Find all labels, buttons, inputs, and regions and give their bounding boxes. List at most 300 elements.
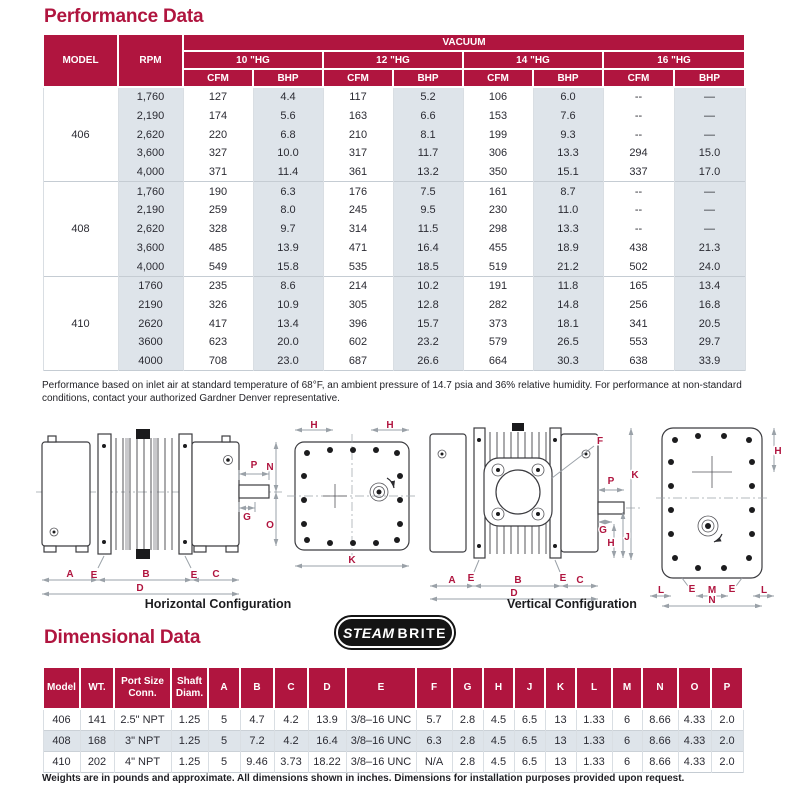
model-group-408 xyxy=(43,182,745,276)
dim-label-l: L xyxy=(657,585,665,596)
table-cell: 3,600 xyxy=(118,239,183,258)
dim-label-p: P xyxy=(250,460,258,471)
bhp-header: BHP xyxy=(393,69,463,87)
table-cell: 11.4 xyxy=(253,163,323,182)
table-cell: 13.3 xyxy=(533,220,603,239)
table-cell: 5.2 xyxy=(393,87,463,107)
table-cell: 15.0 xyxy=(674,144,745,163)
dim-label-b: B xyxy=(514,575,522,586)
table-cell: 16.4 xyxy=(308,731,346,752)
table-cell: 14.8 xyxy=(533,296,603,315)
performance-footnote: Performance based on inlet air at standard temperature of 68°F, an ambient pressure of 14.7 psia and 36% relative humidity. For performance at non-standard conditions, contact your authorized Gardner Denver representative. xyxy=(42,380,742,404)
table-cell: 15.8 xyxy=(253,257,323,276)
table-cell: 18.5 xyxy=(393,257,463,276)
table-cell: 6 xyxy=(612,709,642,731)
table-cell: -- xyxy=(603,201,674,220)
dim-label-o: O xyxy=(266,520,274,531)
dim-label-a: A xyxy=(448,575,456,586)
table-cell: 10.0 xyxy=(253,144,323,163)
header-cell: A xyxy=(208,667,240,709)
table-cell: 417 xyxy=(183,314,253,333)
table-cell: 21.2 xyxy=(533,257,603,276)
dim-label-e: E xyxy=(467,573,475,584)
dim-label-d: D xyxy=(136,583,144,594)
table-cell: 579 xyxy=(463,333,533,352)
table-cell: 15.7 xyxy=(393,314,463,333)
model-group-410 xyxy=(43,276,745,370)
table-cell: 5 xyxy=(208,731,240,752)
table-cell: 141 xyxy=(80,709,114,731)
dim-label-a: A xyxy=(66,569,74,580)
table-cell: 410 xyxy=(43,752,80,773)
table-cell: 328 xyxy=(183,220,253,239)
table-cell: 13.9 xyxy=(308,709,346,731)
table-cell: 1.33 xyxy=(576,731,612,752)
table-cell: 502 xyxy=(603,257,674,276)
table-cell: 23.0 xyxy=(253,352,323,371)
dim-label-h: H xyxy=(386,420,394,431)
dim-label-e: E xyxy=(688,584,696,595)
header-cell: Port Size Conn. xyxy=(114,667,171,709)
table-cell: 176 xyxy=(323,182,393,201)
table-cell: 326 xyxy=(183,296,253,315)
table-cell: 455 xyxy=(463,239,533,258)
table-row xyxy=(43,125,745,144)
table-cell: 8.6 xyxy=(253,276,323,295)
table-cell: 8.7 xyxy=(533,182,603,201)
table-row xyxy=(43,296,745,315)
dimensional-table-header xyxy=(43,667,743,709)
table-cell: 2,190 xyxy=(118,201,183,220)
table-cell: 106 xyxy=(463,87,533,107)
table-row xyxy=(43,352,745,371)
horizontal-configuration-caption: Horizontal Configuration xyxy=(144,597,292,611)
table-cell: 18.9 xyxy=(533,239,603,258)
dim-label-e: E xyxy=(190,570,198,581)
table-cell: 202 xyxy=(80,752,114,773)
vertical-configuration-caption: Vertical Configuration xyxy=(507,597,637,611)
table-cell: 13 xyxy=(545,752,576,773)
table-cell: 485 xyxy=(183,239,253,258)
table-cell: — xyxy=(674,220,745,239)
pressure-header: 16 "HG xyxy=(603,51,745,69)
vertical-side-view-diagram xyxy=(426,420,641,605)
table-cell: 11.5 xyxy=(393,220,463,239)
table-cell: 18.1 xyxy=(533,314,603,333)
header-cell: E xyxy=(346,667,416,709)
table-cell: 553 xyxy=(603,333,674,352)
rpm-header: RPM xyxy=(118,34,183,87)
table-cell: 4.2 xyxy=(274,731,308,752)
table-cell: 8.66 xyxy=(642,752,678,773)
table-cell: 9.46 xyxy=(240,752,274,773)
vacuum-header: VACUUM xyxy=(183,34,745,51)
table-cell: 4.5 xyxy=(483,731,514,752)
table-cell: 11.8 xyxy=(533,276,603,295)
table-cell: 8.66 xyxy=(642,709,678,731)
table-cell: 687 xyxy=(323,352,393,371)
table-cell: 23.2 xyxy=(393,333,463,352)
table-cell: 298 xyxy=(463,220,533,239)
table-cell: 4,000 xyxy=(118,257,183,276)
table-cell: 282 xyxy=(463,296,533,315)
table-cell: 7.6 xyxy=(533,107,603,126)
steambrite-logo xyxy=(334,615,456,650)
table-cell: 2.8 xyxy=(452,731,483,752)
table-cell: 190 xyxy=(183,182,253,201)
table-cell: 5.6 xyxy=(253,107,323,126)
model-header: MODEL xyxy=(43,34,118,87)
header-cell: M xyxy=(612,667,642,709)
table-cell: 7.5 xyxy=(393,182,463,201)
table-cell: 1.25 xyxy=(171,752,208,773)
dim-label-h: H xyxy=(607,538,615,549)
table-cell: 161 xyxy=(463,182,533,201)
pressure-header: 10 "HG xyxy=(183,51,323,69)
dim-label-l: L xyxy=(760,585,768,596)
table-cell: 11.0 xyxy=(533,201,603,220)
table-cell: 26.5 xyxy=(533,333,603,352)
header-cell: F xyxy=(416,667,452,709)
table-row xyxy=(43,314,745,333)
table-cell: 6 xyxy=(612,731,642,752)
table-cell: 2,190 xyxy=(118,107,183,126)
table-row xyxy=(43,163,745,182)
table-cell: 235 xyxy=(183,276,253,295)
table-cell: 6.6 xyxy=(393,107,463,126)
table-cell: 214 xyxy=(323,276,393,295)
table-cell: 2.8 xyxy=(452,752,483,773)
dim-label-j: J xyxy=(624,532,630,543)
table-cell: 259 xyxy=(183,201,253,220)
table-cell: 6.5 xyxy=(514,731,545,752)
table-cell: 4.2 xyxy=(274,709,308,731)
table-row xyxy=(43,333,745,352)
table-cell: 305 xyxy=(323,296,393,315)
dim-label-d: D xyxy=(510,588,518,599)
table-cell: 4.5 xyxy=(483,709,514,731)
table-cell: 306 xyxy=(463,144,533,163)
table-cell: 4.4 xyxy=(253,87,323,107)
model-group-406 xyxy=(43,87,745,182)
table-cell: 13.3 xyxy=(533,144,603,163)
table-cell: 471 xyxy=(323,239,393,258)
table-cell: 13.9 xyxy=(253,239,323,258)
table-cell: 165 xyxy=(603,276,674,295)
table-cell: 3/8–16 UNC xyxy=(346,709,416,731)
table-cell: 317 xyxy=(323,144,393,163)
header-cell: K xyxy=(545,667,576,709)
dim-label-h: H xyxy=(774,446,782,457)
table-cell: 2.5" NPT xyxy=(114,709,171,731)
table-row xyxy=(43,257,745,276)
header-cell: L xyxy=(576,667,612,709)
table-cell: 708 xyxy=(183,352,253,371)
table-row xyxy=(43,667,743,709)
table-cell: 16.8 xyxy=(674,296,745,315)
performance-table xyxy=(42,33,746,371)
table-cell: 168 xyxy=(80,731,114,752)
table-cell: N/A xyxy=(416,752,452,773)
logo-brite-text: BRITE xyxy=(397,624,447,641)
table-cell: 6.3 xyxy=(416,731,452,752)
table-cell: 20.0 xyxy=(253,333,323,352)
table-row xyxy=(43,182,745,201)
table-cell: 5 xyxy=(208,752,240,773)
table-cell: 17.0 xyxy=(674,163,745,182)
table-row xyxy=(43,276,745,295)
dim-label-h: H xyxy=(310,420,318,431)
table-cell: 12.8 xyxy=(393,296,463,315)
dim-label-k: K xyxy=(631,470,639,481)
table-cell: -- xyxy=(603,107,674,126)
table-cell: — xyxy=(674,107,745,126)
table-cell: 13 xyxy=(545,731,576,752)
table-cell: 1,760 xyxy=(118,87,183,107)
dim-label-e: E xyxy=(90,570,98,581)
table-cell: 1.33 xyxy=(576,709,612,731)
table-cell: 3/8–16 UNC xyxy=(346,752,416,773)
dim-label-g: G xyxy=(243,512,251,523)
table-cell: 535 xyxy=(323,257,393,276)
table-cell: 29.7 xyxy=(674,333,745,352)
table-row xyxy=(43,752,743,773)
table-cell: 2190 xyxy=(118,296,183,315)
table-cell: 6.8 xyxy=(253,125,323,144)
dimensional-table xyxy=(42,666,744,773)
table-cell: 10.2 xyxy=(393,276,463,295)
header-cell: G xyxy=(452,667,483,709)
table-cell: 6.5 xyxy=(514,752,545,773)
header-cell: J xyxy=(514,667,545,709)
table-cell: 5.7 xyxy=(416,709,452,731)
horizontal-side-view-diagram xyxy=(36,420,286,598)
table-cell: 11.7 xyxy=(393,144,463,163)
table-cell: 1.33 xyxy=(576,752,612,773)
table-cell: — xyxy=(674,125,745,144)
pressure-header: 12 "HG xyxy=(323,51,463,69)
table-cell: 1760 xyxy=(118,276,183,295)
table-cell: -- xyxy=(603,220,674,239)
table-cell: 20.5 xyxy=(674,314,745,333)
table-cell: 9.7 xyxy=(253,220,323,239)
pressure-header: 14 "HG xyxy=(463,51,603,69)
table-cell: 2.8 xyxy=(452,709,483,731)
table-row xyxy=(43,201,745,220)
table-cell: 8.1 xyxy=(393,125,463,144)
table-cell: 4.33 xyxy=(678,731,711,752)
table-row xyxy=(43,239,745,258)
model-cell: 408 xyxy=(43,182,118,276)
table-cell: 4.33 xyxy=(678,709,711,731)
logo-frame xyxy=(334,615,456,650)
table-cell: 3.73 xyxy=(274,752,308,773)
table-row xyxy=(43,731,743,752)
table-cell: 2,620 xyxy=(118,220,183,239)
performance-data-title: Performance Data xyxy=(44,6,204,27)
header-cell: D xyxy=(308,667,346,709)
dim-label-p: P xyxy=(607,476,615,487)
table-cell: 15.1 xyxy=(533,163,603,182)
table-cell: 1.25 xyxy=(171,709,208,731)
table-cell: 18.22 xyxy=(308,752,346,773)
table-cell: 6.0 xyxy=(533,87,603,107)
header-cell: B xyxy=(240,667,274,709)
table-cell: 327 xyxy=(183,144,253,163)
table-cell: 2.0 xyxy=(711,731,743,752)
table-cell: 9.3 xyxy=(533,125,603,144)
table-cell: 373 xyxy=(463,314,533,333)
table-cell: 623 xyxy=(183,333,253,352)
table-row xyxy=(43,107,745,126)
table-cell: 199 xyxy=(463,125,533,144)
table-row xyxy=(43,144,745,163)
dim-label-n: N xyxy=(266,462,274,473)
table-cell: 350 xyxy=(463,163,533,182)
table-cell: 8.66 xyxy=(642,731,678,752)
table-cell: 438 xyxy=(603,239,674,258)
table-cell: 3,600 xyxy=(118,144,183,163)
cfm-header: CFM xyxy=(183,69,253,87)
dimensional-footnote: Weights are in pounds and approximate. All dimensions shown in inches. Dimensions for installation purposes provided upon request. xyxy=(42,773,685,784)
table-cell: 2620 xyxy=(118,314,183,333)
table-cell: 230 xyxy=(463,201,533,220)
table-cell: 30.3 xyxy=(533,352,603,371)
dim-label-m: M xyxy=(707,585,717,596)
table-cell: 2,620 xyxy=(118,125,183,144)
header-cell: N xyxy=(642,667,678,709)
table-cell: 4.33 xyxy=(678,752,711,773)
table-cell: 5 xyxy=(208,709,240,731)
table-cell: 13.4 xyxy=(674,276,745,295)
table-cell: 6.5 xyxy=(514,709,545,731)
table-cell: 191 xyxy=(463,276,533,295)
bhp-header: BHP xyxy=(533,69,603,87)
table-cell: 294 xyxy=(603,144,674,163)
table-cell: 256 xyxy=(603,296,674,315)
table-cell: 4.7 xyxy=(240,709,274,731)
dim-label-e: E xyxy=(728,584,736,595)
table-cell: 519 xyxy=(463,257,533,276)
vertical-end-view-diagram xyxy=(648,420,785,608)
table-cell: 3" NPT xyxy=(114,731,171,752)
cfm-header: CFM xyxy=(323,69,393,87)
table-cell: 664 xyxy=(463,352,533,371)
table-cell: 3/8–16 UNC xyxy=(346,731,416,752)
table-cell: 341 xyxy=(603,314,674,333)
dim-label-c: C xyxy=(576,575,584,586)
model-cell: 406 xyxy=(43,87,118,182)
table-cell: 33.9 xyxy=(674,352,745,371)
table-cell: 396 xyxy=(323,314,393,333)
table-cell: 4,000 xyxy=(118,163,183,182)
table-cell: -- xyxy=(603,182,674,201)
table-cell: 13 xyxy=(545,709,576,731)
table-cell: 2.0 xyxy=(711,752,743,773)
table-cell: 10.9 xyxy=(253,296,323,315)
dimensional-table-body xyxy=(43,709,743,773)
table-cell: 26.6 xyxy=(393,352,463,371)
dim-label-c: C xyxy=(212,569,220,580)
table-cell: 210 xyxy=(323,125,393,144)
header-cell: Shaft Diam. xyxy=(171,667,208,709)
table-cell: 245 xyxy=(323,201,393,220)
table-row xyxy=(43,87,745,107)
table-cell: 6.3 xyxy=(253,182,323,201)
cfm-header: CFM xyxy=(603,69,674,87)
performance-table-header xyxy=(43,34,745,87)
header-cell: P xyxy=(711,667,743,709)
dim-label-b: B xyxy=(142,569,150,580)
table-cell: 602 xyxy=(323,333,393,352)
table-cell: 408 xyxy=(43,731,80,752)
dim-label-e: E xyxy=(559,573,567,584)
table-cell: 6 xyxy=(612,752,642,773)
table-cell: 7.2 xyxy=(240,731,274,752)
table-cell: — xyxy=(674,87,745,107)
table-cell: 549 xyxy=(183,257,253,276)
table-cell: 314 xyxy=(323,220,393,239)
logo-steam-text: STEAM xyxy=(343,624,395,641)
table-cell: 174 xyxy=(183,107,253,126)
table-cell: 1,760 xyxy=(118,182,183,201)
table-cell: 8.0 xyxy=(253,201,323,220)
table-cell: 127 xyxy=(183,87,253,107)
table-cell: 638 xyxy=(603,352,674,371)
bhp-header: BHP xyxy=(674,69,745,87)
model-cell: 410 xyxy=(43,276,118,370)
table-cell: 9.5 xyxy=(393,201,463,220)
table-cell: 13.4 xyxy=(253,314,323,333)
bhp-header: BHP xyxy=(253,69,323,87)
horizontal-end-view-diagram xyxy=(283,420,423,575)
table-cell: -- xyxy=(603,125,674,144)
table-cell: 24.0 xyxy=(674,257,745,276)
logo-pill xyxy=(338,619,452,646)
header-cell: WT. xyxy=(80,667,114,709)
table-cell: 4.5 xyxy=(483,752,514,773)
header-cell: Model xyxy=(43,667,80,709)
header-cell: O xyxy=(678,667,711,709)
table-cell: 2.0 xyxy=(711,709,743,731)
table-cell: 371 xyxy=(183,163,253,182)
table-cell: 163 xyxy=(323,107,393,126)
table-cell: 16.4 xyxy=(393,239,463,258)
table-cell: 21.3 xyxy=(674,239,745,258)
table-cell: 117 xyxy=(323,87,393,107)
table-cell: 153 xyxy=(463,107,533,126)
dim-label-k: K xyxy=(348,555,356,566)
table-cell: 13.2 xyxy=(393,163,463,182)
table-cell: 220 xyxy=(183,125,253,144)
dim-label-f: F xyxy=(596,436,604,447)
table-cell: 337 xyxy=(603,163,674,182)
table-cell: — xyxy=(674,201,745,220)
dim-label-n: N xyxy=(708,595,716,606)
table-cell: 3600 xyxy=(118,333,183,352)
header-cell: H xyxy=(483,667,514,709)
table-row xyxy=(43,220,745,239)
dim-label-g: G xyxy=(599,525,607,536)
table-cell: -- xyxy=(603,87,674,107)
table-cell: — xyxy=(674,182,745,201)
table-row xyxy=(43,709,743,731)
header-cell: C xyxy=(274,667,308,709)
table-cell: 4000 xyxy=(118,352,183,371)
table-cell: 1.25 xyxy=(171,731,208,752)
table-cell: 361 xyxy=(323,163,393,182)
table-cell: 4" NPT xyxy=(114,752,171,773)
